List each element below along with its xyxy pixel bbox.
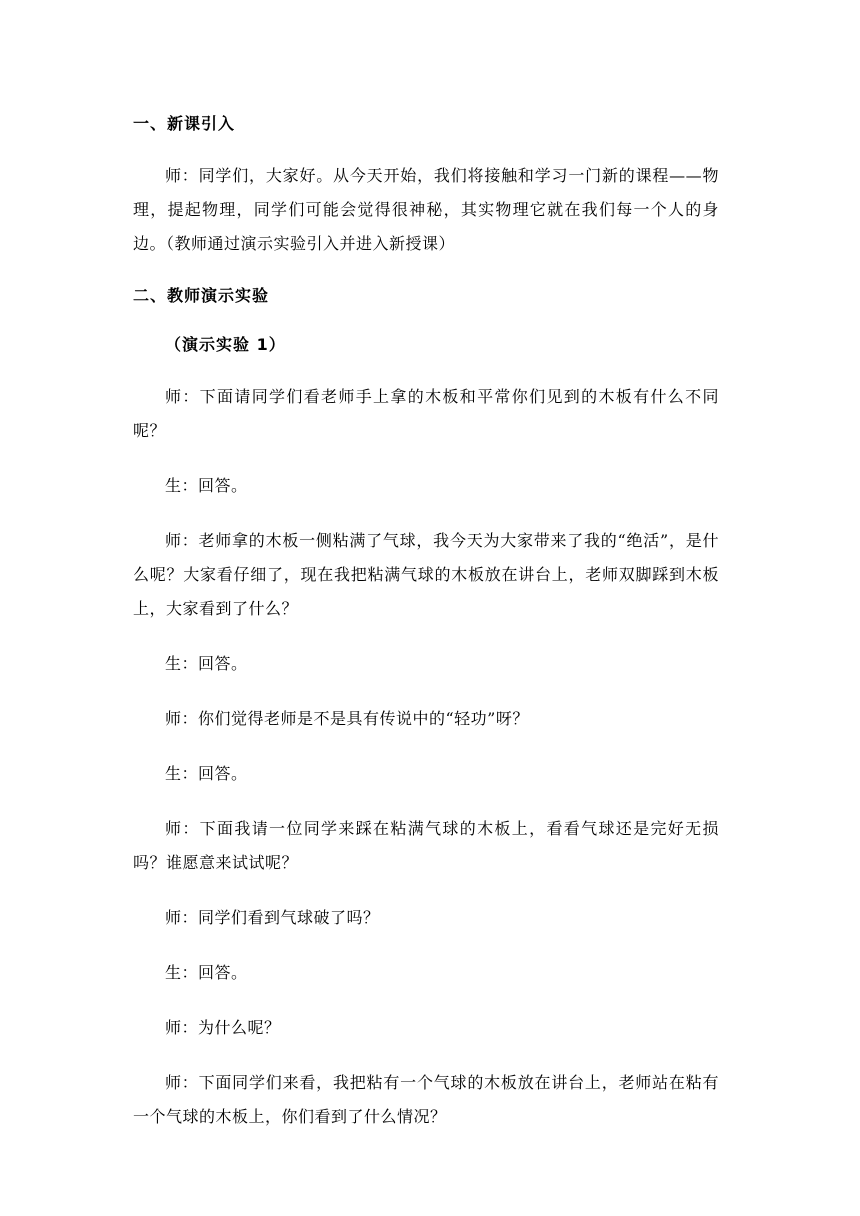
section-heading-intro: 一、新课引入 (133, 114, 236, 133)
paragraph: 师：同学们，大家好。从今天开始，我们将接触和学习一门新的课程——物理，提起物理，同学们可能会觉得很神秘，其实物理它就在我们每一个人的身边。（教师通过演示实验引入并进入新授课） (133, 166, 719, 253)
paragraph: 师：为什么呢？ (165, 1018, 281, 1037)
paragraph: 师：老师拿的木板一侧粘满了气球，我今天为大家带来了我的“绝活”，是什么呢？大家看仔细了，现在我把粘满气球的木板放在讲台上，老师双脚踩到木板上，大家看到了什么？ (133, 531, 719, 618)
document-body (133, 110, 719, 1155)
section-heading-demo: 二、教师演示实验 (133, 286, 270, 305)
paragraph: 生：回答。 (165, 476, 248, 495)
subheading-demo-1: （演示实验 1） (165, 335, 286, 354)
paragraph: 师：下面请同学们看老师手上拿的木板和平常你们见到的木板有什么不同呢？ (133, 387, 719, 440)
paragraph: 师：下面我请一位同学来踩在粘满气球的木板上，看看气球还是完好无损吗？谁愿意来试试呢？ (133, 819, 719, 872)
paragraph: 师：同学们看到气球破了吗？ (165, 908, 380, 927)
paragraph: 师：你们觉得老师是不是具有传说中的“轻功”呀？ (165, 709, 529, 728)
paragraph: 生：回答。 (165, 654, 248, 673)
paragraph: 生：回答。 (165, 764, 248, 783)
paragraph: 师：下面同学们来看，我把粘有一个气球的木板放在讲台上，老师站在粘有一个气球的木板上，你们看到了什么情况？ (133, 1073, 719, 1126)
paragraph: 生：回答。 (165, 963, 248, 982)
